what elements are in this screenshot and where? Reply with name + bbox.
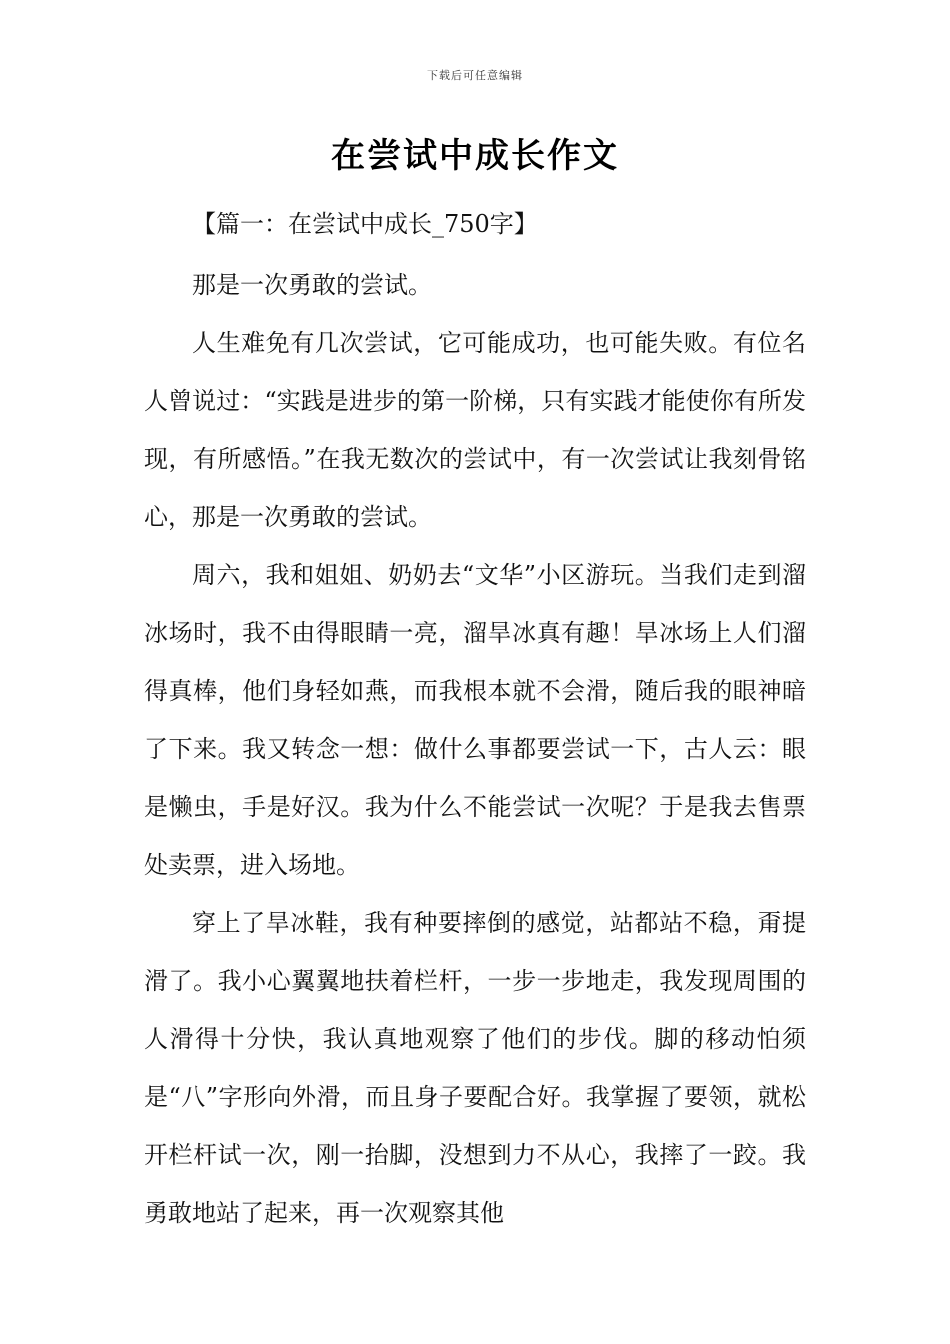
header-note: 下载后可任意编辑 [427, 69, 523, 82]
paragraph: 周六，我和姐姐、奶奶去“文华”小区游玩。当我们走到溜冰场时，我不由得眼睛一亮，溜旱冰真有趣！旱冰场上人们溜得真棒，他们身轻如燕，而我根本就不会滑，随后我的眼神暗了下来。我又转念一想：做什么事都要尝试一下，古人云：眼是懒虫，手是好汉。我为什么不能尝试一次呢？于是我去售票处卖票，进入场地。 [144, 561, 806, 879]
document-title: 在尝试中成长作文 [331, 136, 619, 176]
paragraph: 人生难免有几次尝试，它可能成功，也可能失败。有位名人曾说过：“实践是进步的第一阶梯，只有实践才能使你有所发现，有所感悟。”在我无数次的尝试中，有一次尝试让我刻骨铭心，那是一次勇敢的尝试。 [144, 329, 806, 531]
section-heading: 【篇一：在尝试中成长_750字】 [192, 210, 538, 238]
paragraph: 穿上了旱冰鞋，我有种要摔倒的感觉，站都站不稳，甭提滑了。我小心翼翼地扶着栏杆，一步一步地走，我发现周围的人滑得十分快，我认真地观察了他们的步伐。脚的移动怕须是“八”字形向外滑，而且身子要配合好。我掌握了要领，就松开栏杆试一次，刚一抬脚，没想到力不从心，我摔了一跤。我勇敢地站了起来，再一次观察其他 [144, 909, 806, 1227]
paragraph: 那是一次勇敢的尝试。 [192, 271, 432, 299]
document-body [144, 200, 806, 1242]
